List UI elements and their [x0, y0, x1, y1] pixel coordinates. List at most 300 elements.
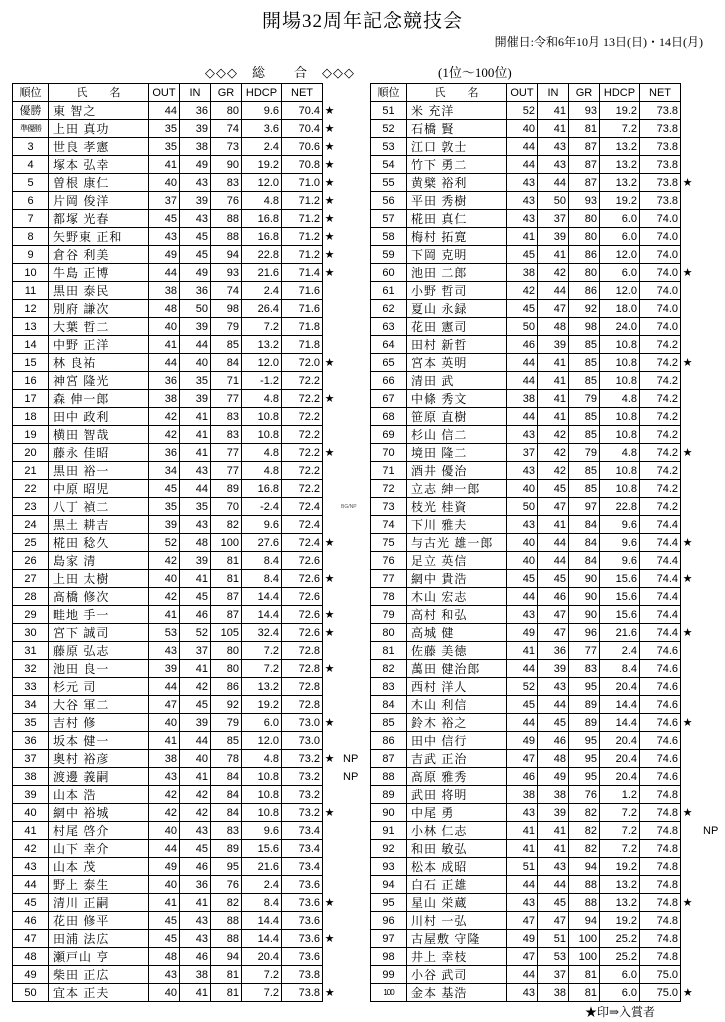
table-row	[13, 390, 337, 408]
cell-name: 別府 謙次	[49, 300, 149, 318]
table-row	[371, 318, 695, 336]
cell-out: 44	[149, 840, 180, 858]
table-row	[371, 228, 695, 246]
cell-in: 41	[180, 894, 211, 912]
cell-name: 笹原 直樹	[407, 408, 507, 426]
cell-in: 41	[180, 984, 211, 1002]
cell-in: 39	[180, 390, 211, 408]
table-row	[13, 570, 337, 588]
cell-in: 42	[538, 264, 569, 282]
cell-in: 36	[538, 642, 569, 660]
header-in: IN	[180, 84, 211, 102]
cell-in: 37	[538, 210, 569, 228]
award-star-icon	[323, 678, 337, 696]
award-star-icon	[323, 282, 337, 300]
cell-rank: 57	[371, 210, 407, 228]
cell-rank: 67	[371, 390, 407, 408]
cell-in: 45	[180, 228, 211, 246]
cell-gr: 88	[211, 930, 242, 948]
cell-hdcp: 2.4	[242, 282, 282, 300]
cell-net: 71.6	[282, 300, 323, 318]
cell-name: 都塚 光春	[49, 210, 149, 228]
cell-rank: 10	[13, 264, 49, 282]
cell-net: 72.2	[282, 390, 323, 408]
table-row	[371, 264, 695, 282]
table-row	[13, 264, 337, 282]
cell-in: 36	[180, 102, 211, 120]
cell-gr: 88	[211, 912, 242, 930]
cell-name: 山本 浩	[49, 786, 149, 804]
cell-in: 48	[538, 750, 569, 768]
cell-gr: 87	[569, 174, 600, 192]
cell-out: 41	[507, 822, 538, 840]
cell-gr: 88	[211, 228, 242, 246]
cell-out: 52	[507, 102, 538, 120]
table-row	[13, 552, 337, 570]
cell-net: 74.2	[640, 336, 681, 354]
award-star-icon: ★	[324, 626, 335, 639]
cell-gr: 92	[211, 696, 242, 714]
cell-gr: 70	[211, 498, 242, 516]
award-star-icon: ★	[682, 266, 693, 279]
cell-rank: 63	[371, 318, 407, 336]
table-row	[371, 948, 695, 966]
cell-in: 45	[180, 588, 211, 606]
cell-name: 中條 秀文	[407, 390, 507, 408]
cell-net: 74.4	[640, 606, 681, 624]
cell-net: 74.8	[640, 858, 681, 876]
cell-rank: 53	[371, 138, 407, 156]
cell-gr: 93	[211, 264, 242, 282]
cell-out: 40	[507, 552, 538, 570]
cell-gr: 84	[211, 354, 242, 372]
award-star-icon	[681, 696, 695, 714]
cell-name: 武田 将明	[407, 786, 507, 804]
cell-out: 44	[507, 372, 538, 390]
cell-gr: 94	[211, 948, 242, 966]
cell-rank: 準優勝	[13, 120, 49, 138]
table-row	[371, 408, 695, 426]
award-star-icon	[323, 300, 337, 318]
cell-net: 73.8	[640, 102, 681, 120]
table-row	[371, 210, 695, 228]
header-hdcp: HDCP	[600, 84, 640, 102]
table-row	[371, 840, 695, 858]
cell-out: 47	[507, 912, 538, 930]
cell-gr: 86	[569, 246, 600, 264]
cell-rank: 15	[13, 354, 49, 372]
header-out: OUT	[507, 84, 538, 102]
cell-gr: 82	[569, 804, 600, 822]
table-row	[13, 840, 337, 858]
cell-net: 73.8	[640, 120, 681, 138]
cell-name: 村尾 啓介	[49, 822, 149, 840]
cell-net: 73.4	[282, 858, 323, 876]
award-star-icon	[681, 156, 695, 174]
cell-rank: 85	[371, 714, 407, 732]
cell-out: 42	[149, 786, 180, 804]
cell-gr: 85	[569, 372, 600, 390]
cell-rank: 17	[13, 390, 49, 408]
cell-hdcp: 19.2	[242, 156, 282, 174]
cell-rank: 22	[13, 480, 49, 498]
cell-name: 黄檗 裕利	[407, 174, 507, 192]
award-star-icon	[681, 750, 695, 768]
cell-name: 横田 智哉	[49, 426, 149, 444]
np-label: NP	[703, 825, 719, 837]
cell-out: 43	[507, 210, 538, 228]
award-star-icon	[681, 768, 695, 786]
cell-net: 74.2	[640, 498, 681, 516]
cell-out: 43	[507, 516, 538, 534]
cell-gr: 84	[569, 552, 600, 570]
cell-out: 43	[507, 894, 538, 912]
cell-net: 73.2	[282, 750, 323, 768]
cell-out: 40	[149, 318, 180, 336]
table-row	[371, 786, 695, 804]
cell-rank: 74	[371, 516, 407, 534]
cell-hdcp: 22.8	[600, 498, 640, 516]
cell-rank: 93	[371, 858, 407, 876]
cell-hdcp: 20.4	[600, 768, 640, 786]
cell-net: 74.4	[640, 588, 681, 606]
cell-hdcp: 14.4	[242, 912, 282, 930]
table-row	[13, 300, 337, 318]
cell-gr: 90	[569, 606, 600, 624]
cell-rank: 83	[371, 678, 407, 696]
cell-out: 45	[149, 912, 180, 930]
cell-gr: 94	[569, 858, 600, 876]
cell-net: 74.2	[640, 408, 681, 426]
cell-in: 39	[180, 714, 211, 732]
cell-hdcp: 12.0	[242, 354, 282, 372]
cell-gr: 93	[569, 192, 600, 210]
cell-net: 74.0	[640, 246, 681, 264]
cell-name: 夏山 永録	[407, 300, 507, 318]
cell-hdcp: 9.6	[600, 534, 640, 552]
cell-net: 72.6	[282, 606, 323, 624]
cell-rank: 45	[13, 894, 49, 912]
cell-in: 44	[538, 876, 569, 894]
cell-net: 72.6	[282, 624, 323, 642]
cell-in: 44	[180, 336, 211, 354]
cell-net: 74.2	[640, 390, 681, 408]
cell-name: 石橋 賢	[407, 120, 507, 138]
cell-gr: 88	[569, 894, 600, 912]
cell-name: 木山 利信	[407, 696, 507, 714]
cell-out: 42	[149, 426, 180, 444]
cell-hdcp: 7.2	[600, 840, 640, 858]
award-star-icon	[323, 462, 337, 480]
table-row	[13, 786, 337, 804]
cell-net: 72.0	[282, 354, 323, 372]
cell-in: 53	[538, 948, 569, 966]
cell-hdcp: 4.8	[600, 390, 640, 408]
cell-gr: 81	[211, 552, 242, 570]
table-row	[13, 174, 337, 192]
cell-out: 47	[507, 750, 538, 768]
cell-rank: 9	[13, 246, 49, 264]
header-rank: 順位	[371, 84, 407, 102]
cell-in: 39	[538, 660, 569, 678]
award-star-icon: ★	[324, 752, 335, 765]
cell-net: 73.8	[282, 984, 323, 1002]
table-row	[13, 534, 337, 552]
cell-out: 37	[507, 444, 538, 462]
cell-out: 40	[149, 876, 180, 894]
table-row	[13, 246, 337, 264]
cell-in: 39	[538, 336, 569, 354]
cell-hdcp: 27.6	[242, 534, 282, 552]
cell-rank: 3	[13, 138, 49, 156]
cell-hdcp: 14.4	[242, 606, 282, 624]
cell-out: 53	[149, 624, 180, 642]
cell-in: 43	[180, 822, 211, 840]
award-star-icon: ★	[324, 806, 335, 819]
cell-net: 74.4	[640, 570, 681, 588]
award-star-icon: ★	[324, 176, 335, 189]
cell-out: 42	[149, 588, 180, 606]
cell-rank: 80	[371, 624, 407, 642]
cell-name: 平田 秀樹	[407, 192, 507, 210]
cell-name: 渡邊 義嗣	[49, 768, 149, 786]
cell-gr: 95	[569, 750, 600, 768]
cell-hdcp: 15.6	[600, 570, 640, 588]
cell-gr: 81	[569, 966, 600, 984]
cell-in: 43	[180, 912, 211, 930]
cell-name: 宮本 英明	[407, 354, 507, 372]
cell-rank: 98	[371, 948, 407, 966]
cell-rank: 16	[13, 372, 49, 390]
cell-gr: 79	[569, 390, 600, 408]
cell-name: 竹下 勇二	[407, 156, 507, 174]
cell-out: 41	[507, 840, 538, 858]
cell-hdcp: 12.0	[600, 282, 640, 300]
table-row	[371, 876, 695, 894]
cell-name: 杉元 司	[49, 678, 149, 696]
cell-in: 47	[538, 606, 569, 624]
table-row	[371, 480, 695, 498]
cell-rank: 20	[13, 444, 49, 462]
cell-name: 田中 信行	[407, 732, 507, 750]
overall-heading: ◇◇◇ 総 合 ◇◇◇	[205, 65, 355, 80]
cell-in: 43	[180, 174, 211, 192]
cell-in: 41	[180, 426, 211, 444]
cell-hdcp: 16.8	[242, 210, 282, 228]
cell-out: 40	[149, 570, 180, 588]
cell-name: 高村 和弘	[407, 606, 507, 624]
cell-hdcp: 6.0	[600, 264, 640, 282]
cell-in: 42	[180, 678, 211, 696]
cell-out: 52	[149, 534, 180, 552]
table-row	[371, 678, 695, 696]
cell-net: 72.6	[282, 552, 323, 570]
award-star-icon: ★	[682, 896, 693, 909]
cell-net: 73.2	[282, 786, 323, 804]
header-name: 氏 名	[49, 84, 149, 102]
table-row	[13, 642, 337, 660]
cell-hdcp: 15.6	[600, 606, 640, 624]
cell-rank: 55	[371, 174, 407, 192]
cell-rank: 76	[371, 552, 407, 570]
table-row	[13, 102, 337, 120]
table-row	[13, 498, 337, 516]
cell-hdcp: 10.8	[600, 480, 640, 498]
table-row	[13, 588, 337, 606]
cell-net: 72.4	[282, 516, 323, 534]
cell-hdcp: 20.4	[600, 732, 640, 750]
cell-out: 38	[507, 390, 538, 408]
cell-rank: 19	[13, 426, 49, 444]
cell-name: 吉村 修	[49, 714, 149, 732]
cell-name: 中原 昭児	[49, 480, 149, 498]
award-star-icon: ★	[324, 896, 335, 909]
table-row	[13, 624, 337, 642]
award-star-icon	[323, 642, 337, 660]
cell-out: 41	[149, 336, 180, 354]
table-row	[371, 534, 695, 552]
cell-rank: 43	[13, 858, 49, 876]
cell-rank: 58	[371, 228, 407, 246]
cell-gr: 84	[211, 786, 242, 804]
table-row	[371, 372, 695, 390]
cell-name: 宮下 誠司	[49, 624, 149, 642]
cell-out: 44	[507, 876, 538, 894]
cell-name: 小谷 武司	[407, 966, 507, 984]
cell-hdcp: 12.0	[600, 246, 640, 264]
award-star-icon	[681, 822, 695, 840]
cell-gr: 88	[569, 876, 600, 894]
award-star-icon	[323, 498, 337, 516]
cell-out: 41	[149, 606, 180, 624]
cell-rank: 89	[371, 786, 407, 804]
cell-out: 43	[507, 984, 538, 1002]
cell-in: 42	[180, 786, 211, 804]
table-row	[13, 462, 337, 480]
cell-hdcp: 32.4	[242, 624, 282, 642]
cell-hdcp: 21.6	[600, 624, 640, 642]
cell-name: 井上 幸枝	[407, 948, 507, 966]
cell-name: 黒田 裕一	[49, 462, 149, 480]
cell-net: 71.0	[282, 174, 323, 192]
cell-in: 41	[538, 390, 569, 408]
cell-gr: 80	[211, 102, 242, 120]
cell-name: 矢野東 正和	[49, 228, 149, 246]
cell-in: 45	[180, 840, 211, 858]
cell-hdcp: 19.2	[600, 102, 640, 120]
cell-net: 72.8	[282, 678, 323, 696]
cell-out: 49	[507, 732, 538, 750]
cell-rank: 23	[13, 498, 49, 516]
cell-name: 佐藤 美徳	[407, 642, 507, 660]
cell-in: 41	[538, 354, 569, 372]
cell-out: 44	[507, 966, 538, 984]
cell-net: 74.6	[640, 768, 681, 786]
cell-rank: 41	[13, 822, 49, 840]
cell-out: 42	[149, 408, 180, 426]
cell-hdcp: 14.4	[242, 930, 282, 948]
cell-out: 43	[149, 966, 180, 984]
cell-hdcp: 10.8	[600, 426, 640, 444]
table-row	[13, 984, 337, 1002]
cell-rank: 12	[13, 300, 49, 318]
award-star-icon	[323, 912, 337, 930]
cell-rank: 49	[13, 966, 49, 984]
cell-gr: 87	[211, 606, 242, 624]
cell-name: 東 智之	[49, 102, 149, 120]
cell-in: 47	[538, 912, 569, 930]
cell-out: 45	[507, 570, 538, 588]
cell-name: 星山 栄蔵	[407, 894, 507, 912]
cell-name: 林 良祐	[49, 354, 149, 372]
cell-in: 38	[180, 138, 211, 156]
cell-hdcp: 10.8	[600, 372, 640, 390]
cell-net: 74.2	[640, 426, 681, 444]
award-star-icon: ★	[324, 572, 335, 585]
cell-rank: 78	[371, 588, 407, 606]
cell-in: 48	[180, 534, 211, 552]
cell-rank: 84	[371, 696, 407, 714]
cell-net: 72.8	[282, 642, 323, 660]
cell-name: 白石 正雄	[407, 876, 507, 894]
award-star-icon	[681, 732, 695, 750]
cell-out: 35	[149, 138, 180, 156]
award-star-icon: ★	[682, 572, 693, 585]
cell-rank: 5	[13, 174, 49, 192]
cell-gr: 80	[569, 264, 600, 282]
cell-hdcp: 10.8	[242, 426, 282, 444]
cell-gr: 77	[211, 390, 242, 408]
cell-hdcp: 25.2	[600, 930, 640, 948]
cell-out: 38	[149, 390, 180, 408]
cell-hdcp: 20.4	[600, 750, 640, 768]
cell-rank: 18	[13, 408, 49, 426]
cell-in: 47	[538, 300, 569, 318]
award-star-icon	[323, 840, 337, 858]
cell-gr: 81	[211, 966, 242, 984]
cell-net: 74.8	[640, 912, 681, 930]
cell-in: 38	[180, 966, 211, 984]
cell-in: 45	[538, 894, 569, 912]
cell-out: 46	[507, 768, 538, 786]
cell-in: 51	[538, 930, 569, 948]
cell-out: 40	[507, 120, 538, 138]
cell-net: 73.8	[282, 966, 323, 984]
award-star-icon	[681, 876, 695, 894]
cell-out: 38	[507, 264, 538, 282]
award-star-icon	[681, 660, 695, 678]
cell-rank: 60	[371, 264, 407, 282]
award-star-icon	[323, 858, 337, 876]
cell-rank: 92	[371, 840, 407, 858]
cell-rank: 99	[371, 966, 407, 984]
award-star-icon	[323, 336, 337, 354]
cell-gr: 82	[569, 822, 600, 840]
award-star-icon	[681, 678, 695, 696]
table-row	[13, 192, 337, 210]
award-star-icon	[681, 318, 695, 336]
cell-out: 43	[149, 228, 180, 246]
cell-in: 35	[180, 372, 211, 390]
table-row	[13, 768, 337, 786]
cell-out: 43	[507, 174, 538, 192]
cell-name: 中野 正洋	[49, 336, 149, 354]
cell-gr: 78	[211, 750, 242, 768]
cell-out: 44	[149, 354, 180, 372]
table-row	[13, 516, 337, 534]
cell-gr: 80	[211, 642, 242, 660]
award-star-icon	[681, 786, 695, 804]
